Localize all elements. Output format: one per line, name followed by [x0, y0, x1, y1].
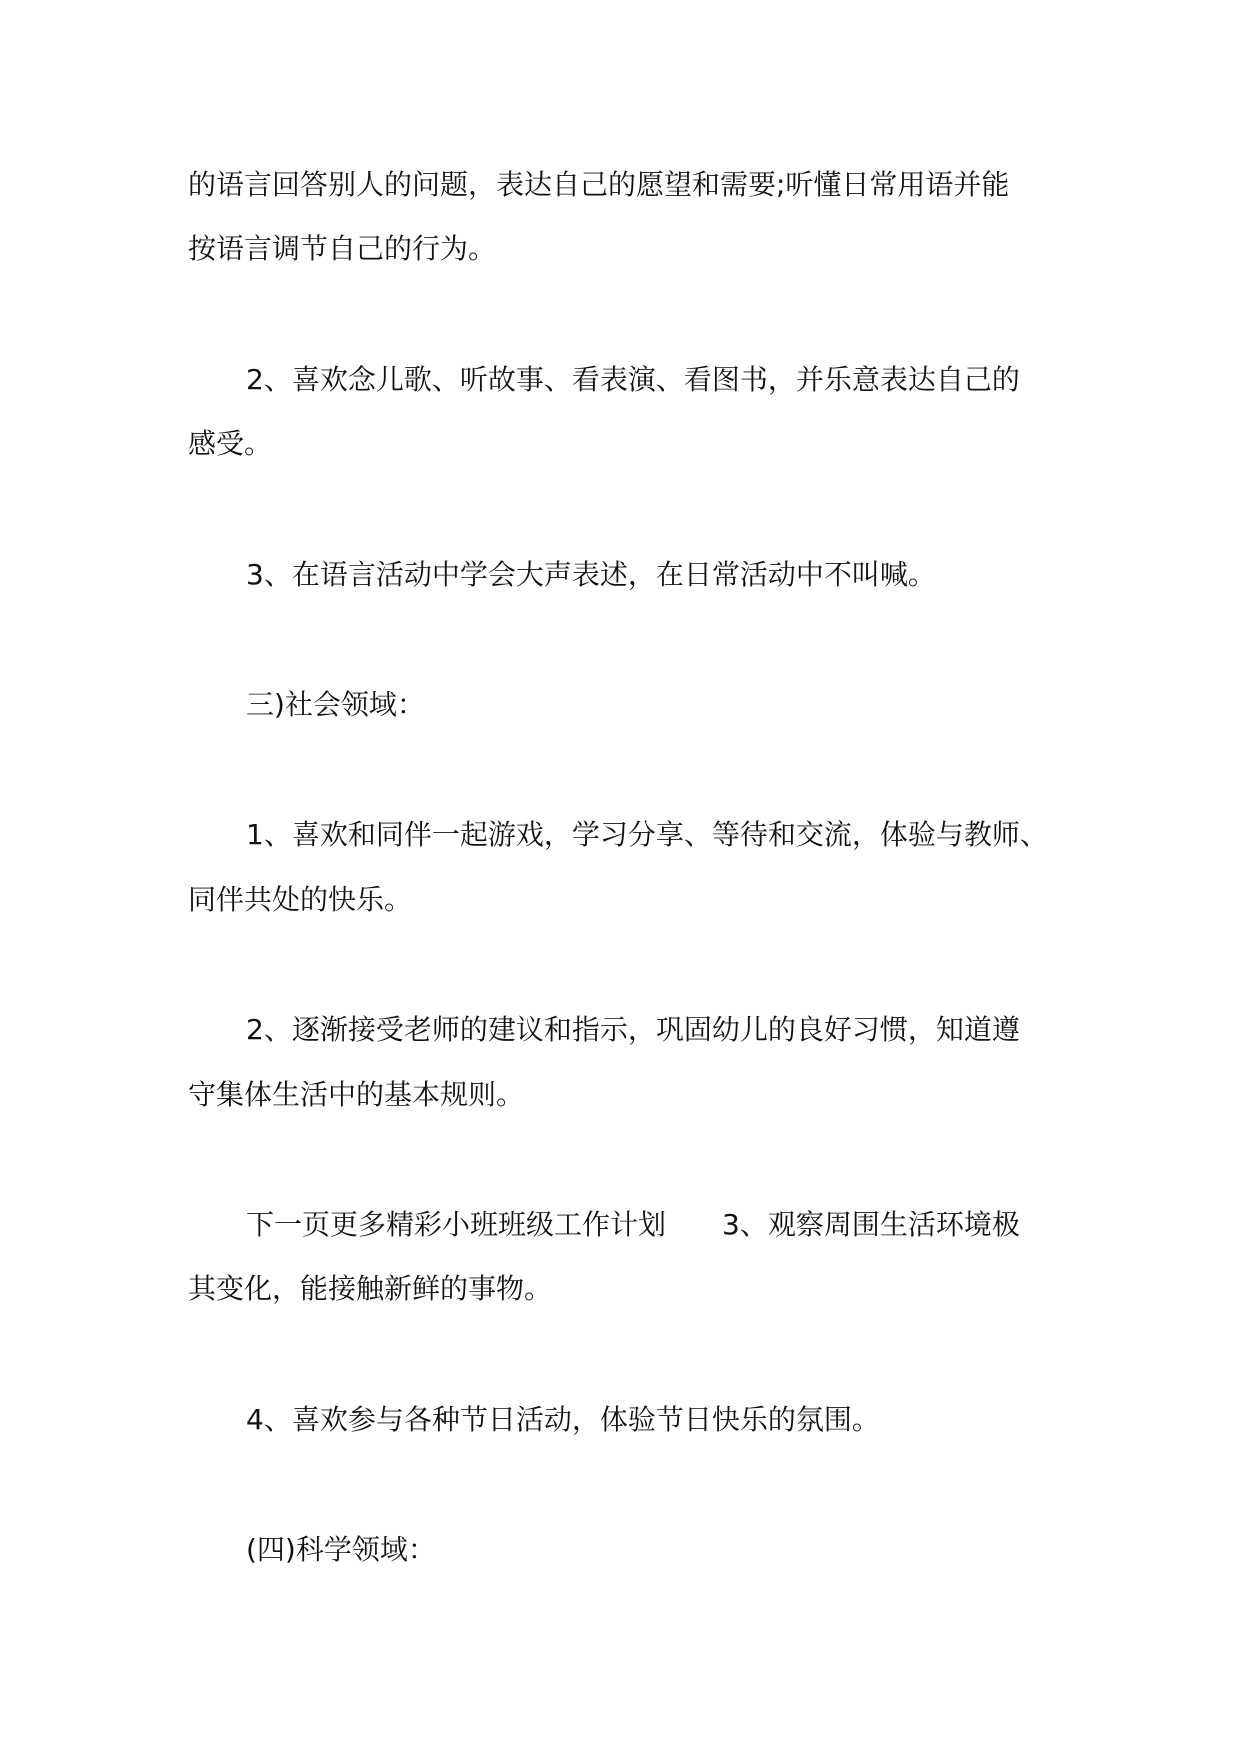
- text-line: 守集体生活中的基本规则。: [188, 1078, 525, 1111]
- section-heading: (四)科学领域：: [246, 1533, 436, 1566]
- text-line: 按语言调节自己的行为。: [188, 232, 497, 265]
- section-heading: 三)社会领域：: [246, 688, 425, 721]
- text-line: 1、喜欢和同伴一起游戏，学习分享、等待和交流，体验与教师、: [246, 818, 1048, 851]
- text-line: 下一页更多精彩小班班级工作计划 3、观察周围生活环境极: [246, 1208, 1020, 1241]
- text-line: 2、逐渐接受老师的建议和指示，巩固幼儿的良好习惯，知道遵: [246, 1013, 1020, 1046]
- text-line: 4、喜欢参与各种节日活动，体验节日快乐的氛围。: [246, 1403, 880, 1436]
- text-line: 2、喜欢念儿歌、听故事、看表演、看图书，并乐意表达自己的: [246, 363, 1020, 396]
- text-line: 同伴共处的快乐。: [188, 883, 413, 916]
- text-line: 3、在语言活动中学会大声表述，在日常活动中不叫喊。: [246, 558, 936, 591]
- text-line: 感受。: [188, 427, 273, 460]
- text-line: 的语言回答别人的问题，表达自己的愿望和需要;听懂日常用语并能: [188, 168, 1010, 201]
- text-line: 其变化，能接触新鲜的事物。: [188, 1272, 553, 1305]
